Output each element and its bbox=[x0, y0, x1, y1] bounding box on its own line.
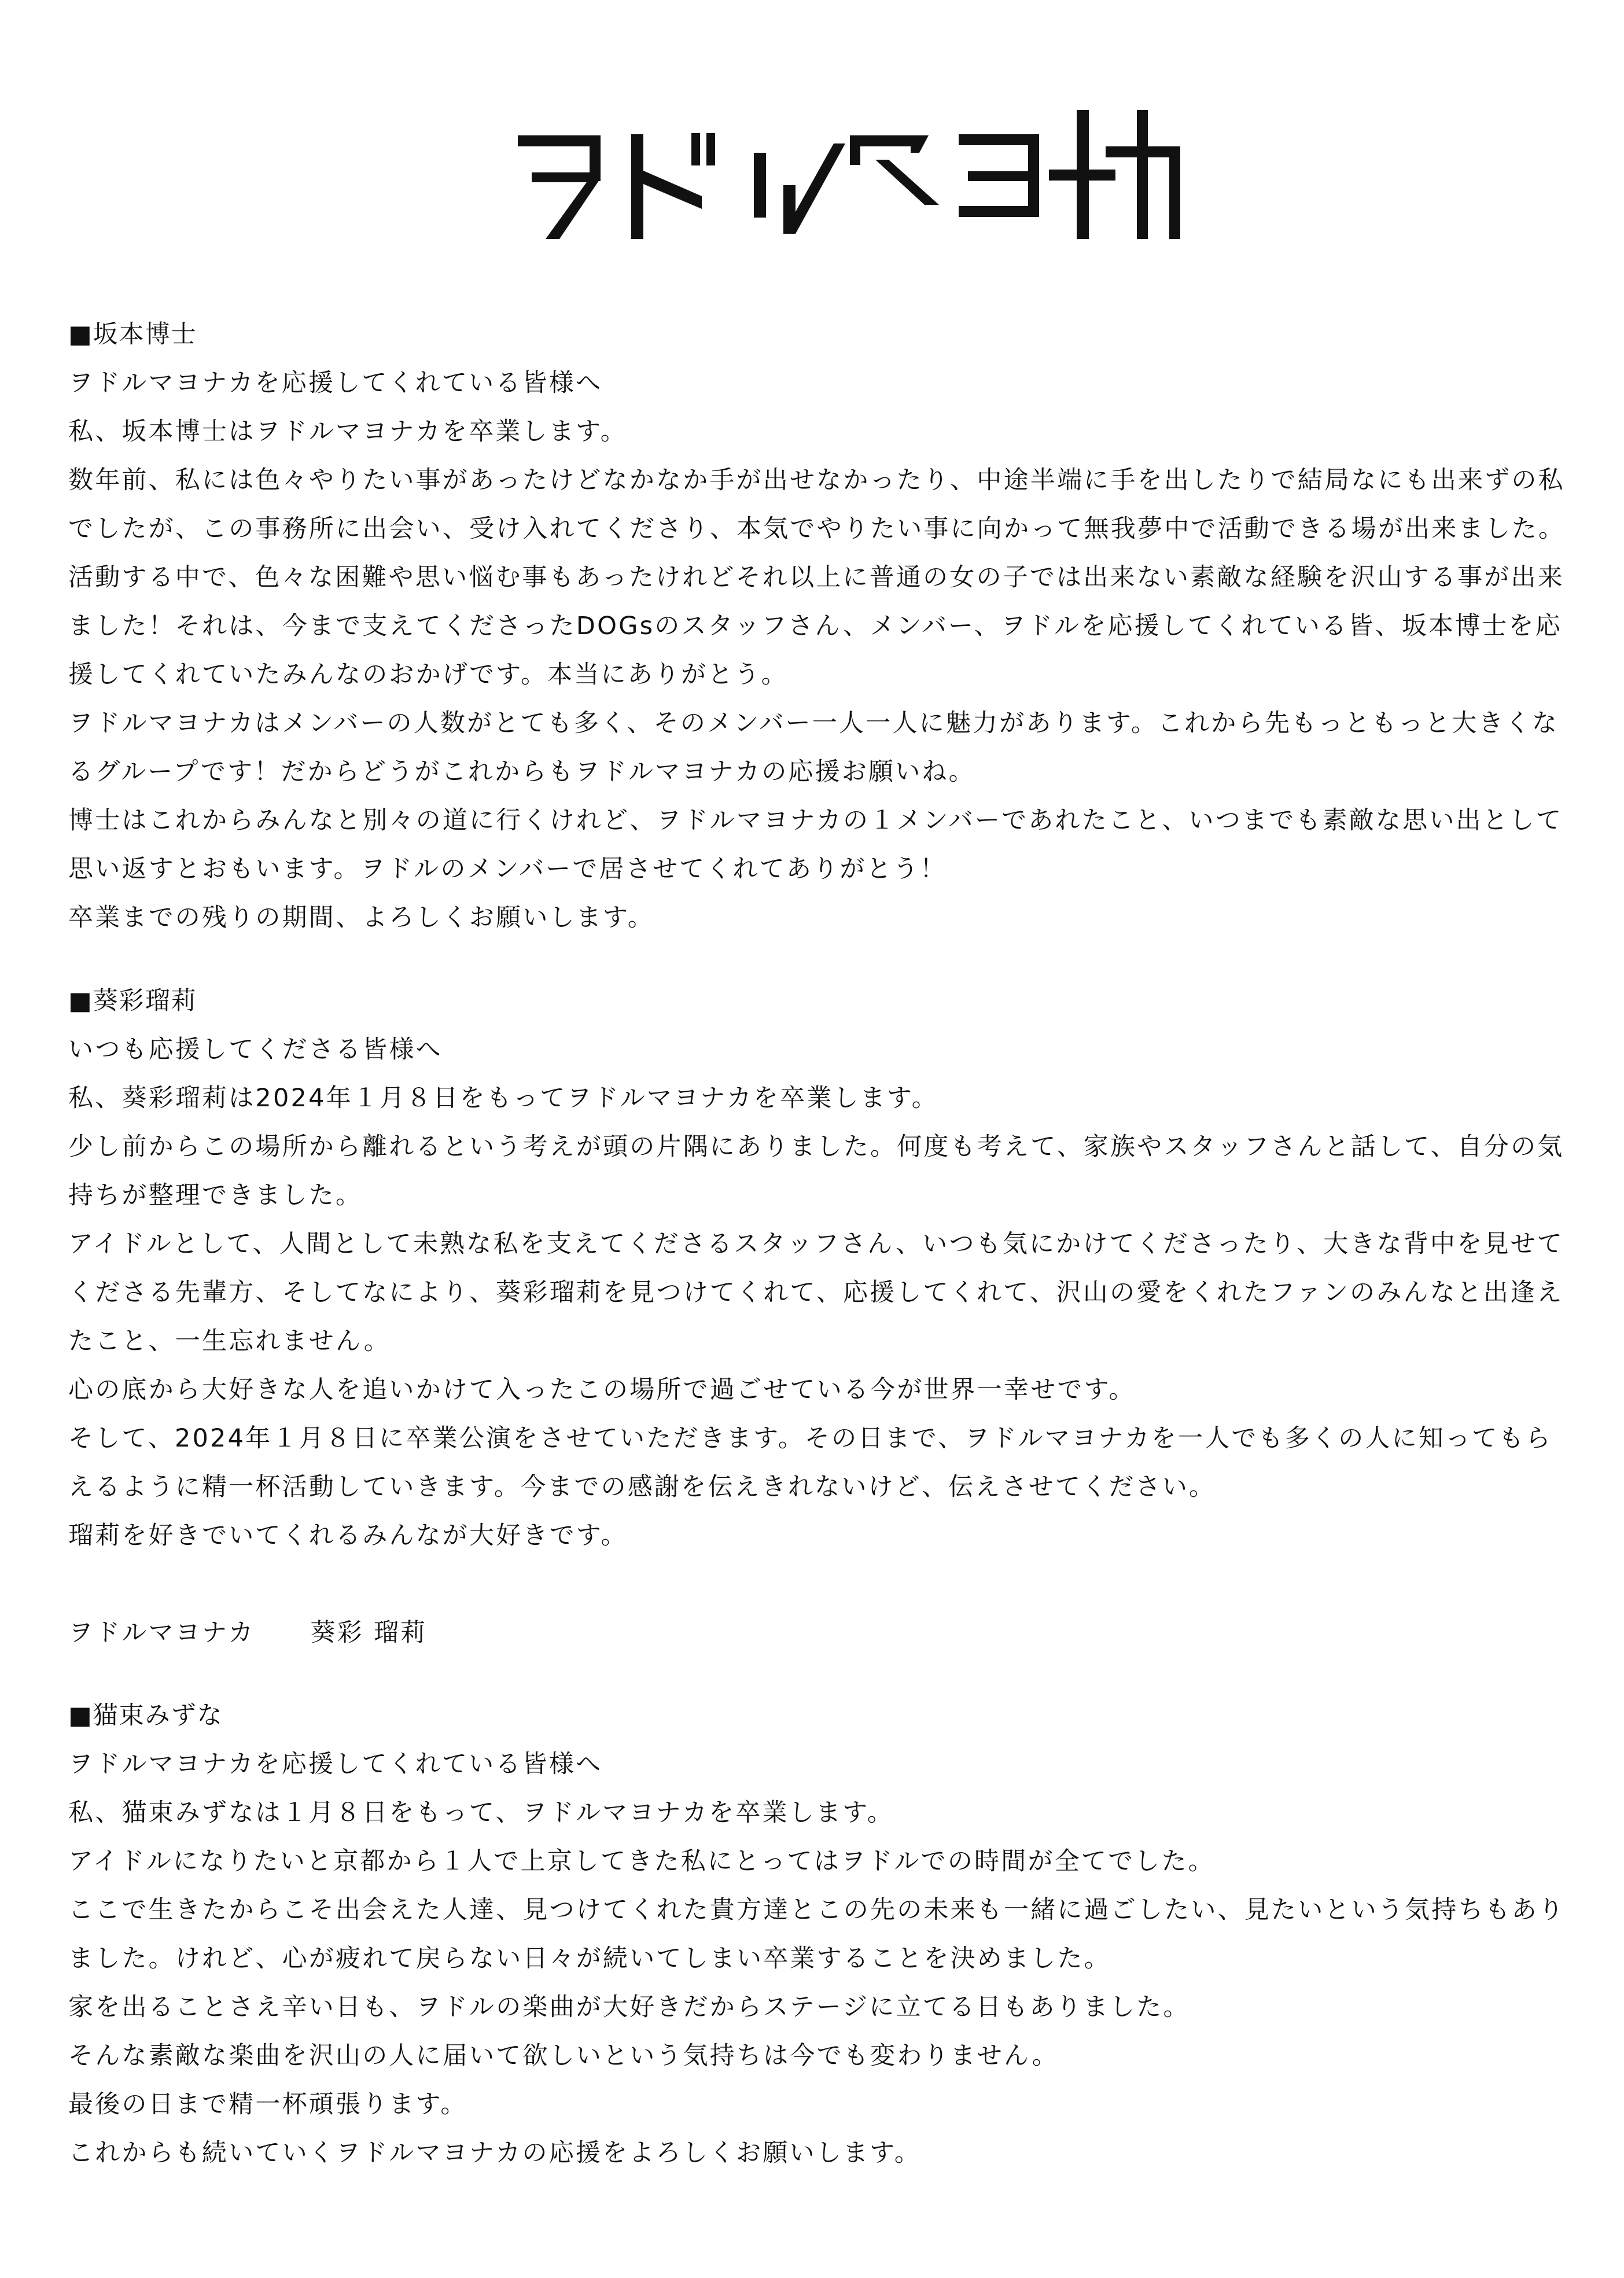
paragraph-line: るグループです！だからどうがこれからもヲドルマヨナカの応援お願いね。 bbox=[68, 757, 975, 786]
signature-name: 葵彩 瑠莉 bbox=[310, 1618, 428, 1647]
paragraph-line: ました！それは、今まで支えてくださったDOGsのスタッフさん、メンバー、ヲドルを応援してくれている皆、坂本博士を応 bbox=[68, 612, 1562, 641]
paragraph-line: いつも応援してくださる皆様へ bbox=[68, 1035, 443, 1064]
paragraph-line: 持ちが整理できました。 bbox=[68, 1181, 363, 1210]
paragraph-line: 私、葵彩瑠莉は2024年１月８日をもってヲドルマヨナカを卒業します。 bbox=[68, 1084, 938, 1113]
group-logo bbox=[518, 110, 1180, 240]
member-section-nekotsuka bbox=[68, 1691, 1566, 2177]
paragraph-line: 最後の日まで精一杯頑張ります。 bbox=[68, 2090, 467, 2119]
paragraph-line: ヲドルマヨナカを応援してくれている皆様へ bbox=[68, 1750, 603, 1779]
paragraph-line: たこと、一生忘れません。 bbox=[68, 1327, 391, 1356]
paragraph-line: でしたが、この事務所に出会い、受け入れてくださり、本気でやりたい事に向かって無我夢中で活動できる場が出来ました。 bbox=[68, 514, 1566, 543]
paragraph-line: 少し前からこの場所から離れるという考えが頭の片隅にありました。何度も考えて、家族やスタッフさんと話して、自分の気 bbox=[68, 1132, 1564, 1161]
paragraph-line: 援してくれていたみんなのおかげです。本当にありがとう。 bbox=[68, 660, 788, 689]
paragraph-line: 思い返すとおもいます。ヲドルのメンバーで居させてくれてありがとう！ bbox=[68, 855, 947, 884]
spacer bbox=[68, 1560, 1561, 1609]
paragraph-line: そして、2024年１月８日に卒業公演をさせていただきます。その日まで、ヲドルマヨナカを一人でも多くの人に知ってもら bbox=[68, 1424, 1552, 1453]
section-heading: ■猫束みずな bbox=[68, 1701, 223, 1730]
paragraph-line: 瑠莉を好きでいてくれるみんなが大好きです。 bbox=[68, 1521, 628, 1550]
paragraph-line: 活動する中で、色々な困難や思い悩む事もあったけれどそれ以上に普通の女の子では出来ない素敵な経験を沢山する事が出来 bbox=[68, 563, 1564, 592]
signature-group: ヲドルマヨナカ bbox=[68, 1618, 255, 1647]
paragraph-line: 卒業までの残りの期間、よろしくお願いします。 bbox=[68, 903, 654, 932]
paragraph-line: 数年前、私には色々やりたい事があったけどなかなか手が出せなかったり、中途半端に手を出したりで結局なにも出来ずの私 bbox=[68, 466, 1565, 495]
paragraph-line: くださる先輩方、そしてなにより、葵彩瑠莉を見つけてくれて、応援してくれて、沢山の愛をくれたファンのみんなと出逢え bbox=[68, 1278, 1564, 1307]
paragraph-line: ヲドルマヨナカを応援してくれている皆様へ bbox=[68, 369, 603, 398]
paragraph-line: 私、坂本博士はヲドルマヨナカを卒業します。 bbox=[68, 417, 627, 446]
member-section-aoi bbox=[68, 977, 1564, 1657]
paragraph-line: ました。けれど、心が疲れて戻らない日々が続いてしまい卒業することを決めました。 bbox=[68, 1944, 1111, 1973]
paragraph-line: アイドルとして、人間として未熟な私を支えてくださるスタッフさん、いつも気にかけてくださったり、大きな背中を見せて bbox=[68, 1230, 1564, 1258]
paragraph-line: アイドルになりたいと京都から１人で上京してきた私にとってはヲドルでの時間が全てでした。 bbox=[68, 1847, 1215, 1876]
section-heading: ■坂本博士 bbox=[68, 320, 197, 349]
paragraph-line: えるように精一杯活動していきます。今までの感謝を伝えきれないけど、伝えさせてください。 bbox=[68, 1473, 1216, 1502]
paragraph-line: ヲドルマヨナカはメンバーの人数がとても多く、そのメンバー一人一人に魅力があります。これから先もっともっと大きくな bbox=[68, 709, 1559, 738]
paragraph-line: 博士はこれからみんなと別々の道に行くけれど、ヲドルマヨナカの１メンバーであれたこと、いつまでも素敵な思い出として bbox=[68, 806, 1563, 835]
paragraph-line: そんな素敵な楽曲を沢山の人に届いて欲しいという気持ちは今でも変わりません。 bbox=[68, 2041, 1059, 2070]
paragraph-line: ここで生きたからこそ出会えた人達、見つけてくれた貴方達とこの先の未来も一緒に過ごしたい、見たいという気持ちもあり bbox=[68, 1896, 1566, 1924]
paragraph-line: 心の底から大好きな人を追いかけて入ったこの場所で過ごせている今が世界一幸せです。 bbox=[68, 1375, 1136, 1404]
section-heading: ■葵彩瑠莉 bbox=[68, 987, 197, 1015]
member-section-sakamoto bbox=[68, 310, 1566, 942]
paragraph-line: 家を出ることさえ辛い日も、ヲドルの楽曲が大好きだからステージに立てる日もありました。 bbox=[68, 1993, 1190, 2022]
paragraph-line: 私、猫束みずなは１月８日をもって、ヲドルマヨナカを卒業します。 bbox=[68, 1798, 894, 1827]
paragraph-line: これからも続いていくヲドルマヨナカの応援をよろしくお願いします。 bbox=[68, 2139, 922, 2167]
signature bbox=[68, 1609, 1561, 1657]
